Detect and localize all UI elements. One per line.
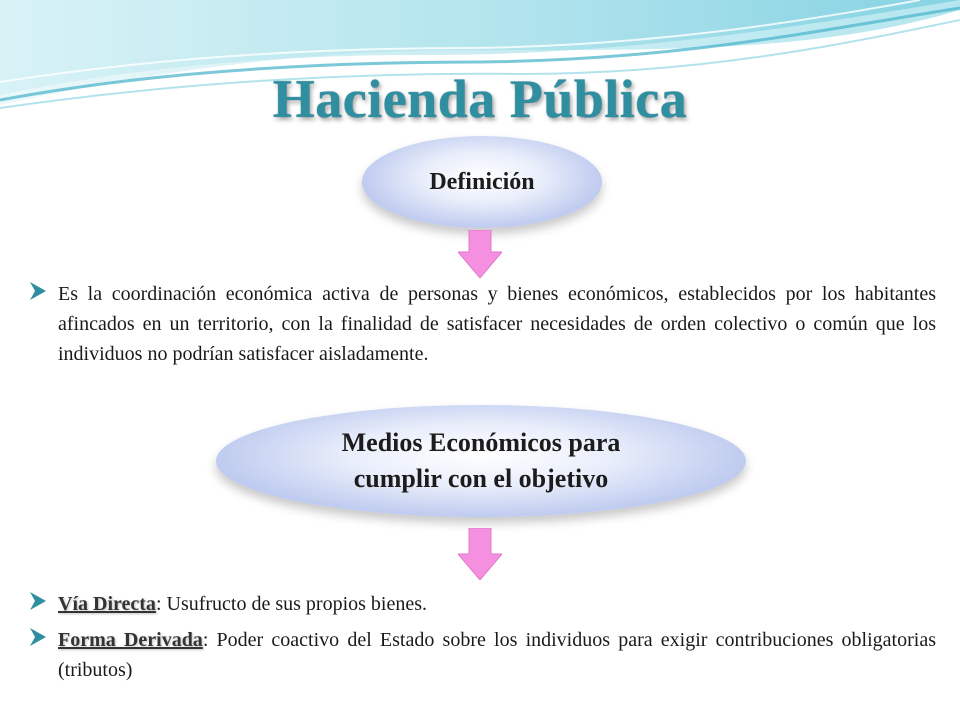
means-description: Poder coactivo del Estado sobre los individuos para exigir contribuciones obligatorias (tributos) [58,629,936,681]
slide-title: Hacienda Pública [272,69,688,129]
list-item [30,625,936,685]
means-term: Forma Derivada [58,629,203,651]
means-label-line-2: cumplir con el objetivo [353,464,609,493]
arrowhead-bullet-icon [30,282,46,300]
list-item [30,589,936,619]
down-arrow-icon [458,528,502,580]
means-list [30,589,936,691]
definition-paragraph [30,279,936,369]
means-label-line-1: Medios Económicos para [341,428,621,457]
means-description: Usufructo de sus propios bienes. [161,593,428,615]
means-term: Vía Directa [58,593,156,615]
definition-ellipse [362,136,602,228]
means-ellipse [216,405,746,517]
arrowhead-bullet-icon [30,592,46,610]
definition-text: Es la coordinación económica activa de personas y bienes económicos, establecidos por los habitantes afincados en un territorio, con la finalidad de satisfacer necesidades de orden colectivo o común que los individuos no podrían satisfacer aisladamente. [58,283,936,365]
definition-label: Definición [429,168,535,195]
down-arrow-icon [458,230,502,278]
list-item [30,279,936,369]
means-separator: : [155,593,162,615]
arrowhead-bullet-icon [30,628,46,646]
means-separator: : [202,629,209,651]
